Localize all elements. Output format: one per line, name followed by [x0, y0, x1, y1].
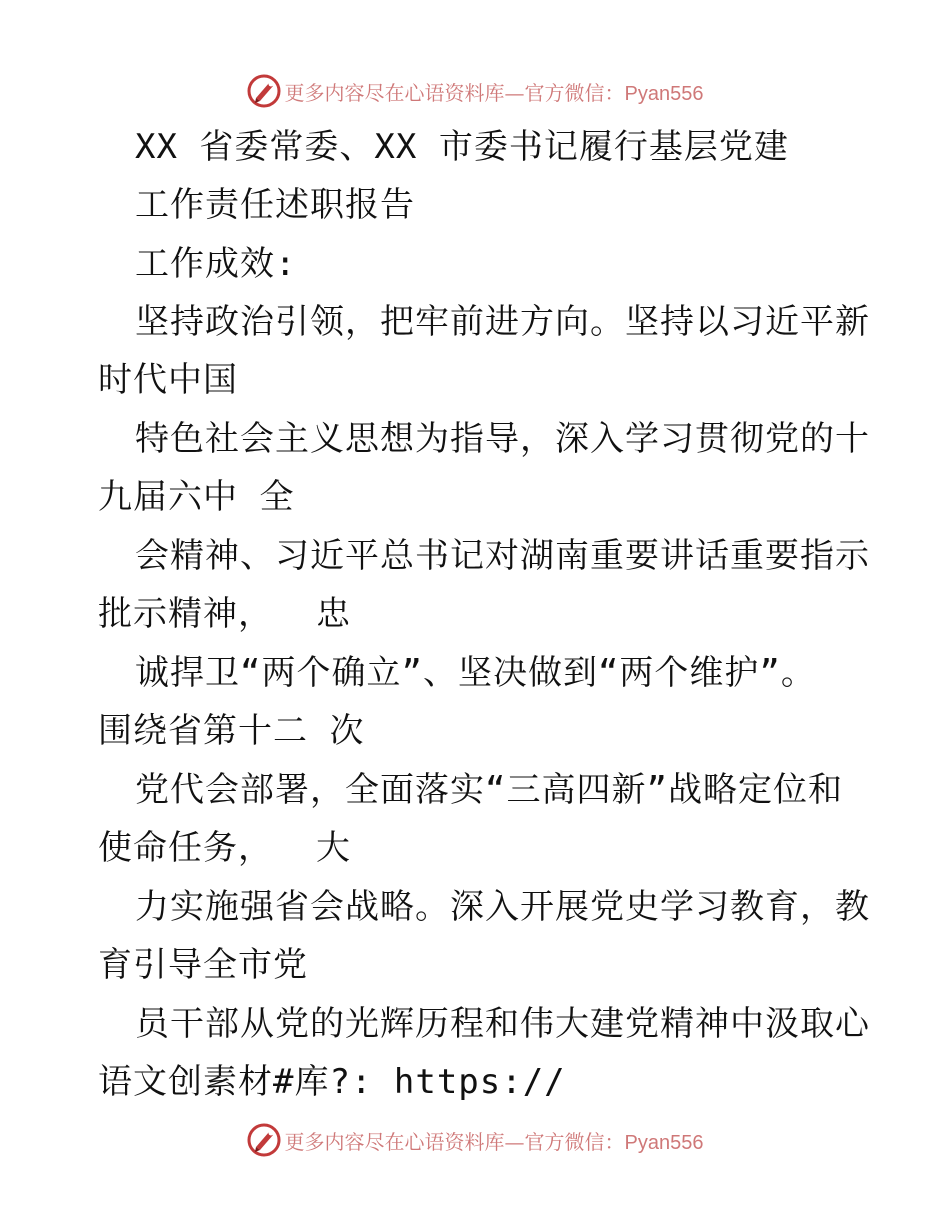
banner-dash: — — [504, 80, 525, 105]
paragraph-line: 党代会部署，全面落实“三高四新”战略定位和 — [135, 770, 843, 810]
banner-wechat-label: 官方微信： — [524, 80, 625, 105]
banner-library-text: 更多内容尽在心语资料库 — [284, 1129, 505, 1154]
paragraph-line: 特色社会主义思想为指导，深入学习贯彻党的十 — [135, 419, 870, 459]
paragraph-line: 围绕省第十二 次 — [98, 711, 365, 751]
document-title-line-2: 工作责任述职报告 — [135, 185, 415, 225]
banner-dash: — — [504, 1129, 525, 1154]
paragraph-line: 员干部从党的光辉历程和伟大建党精神中汲取心 — [135, 1004, 870, 1044]
paragraph-line: 语文创素材#库?: https:// — [98, 1062, 566, 1102]
paragraph-line: 会精神、习近平总书记对湖南重要讲话重要指示 — [135, 536, 870, 576]
paragraph-line: 九届六中 全 — [98, 477, 295, 517]
banner-wechat-id: Pyan556 — [624, 82, 704, 105]
section-heading: 工作成效: — [135, 244, 297, 284]
paragraph-line: 批示精神， 忠 — [98, 594, 351, 634]
pen-seal-icon — [247, 1123, 281, 1157]
banner-library-text: 更多内容尽在心语资料库 — [284, 80, 505, 105]
paragraph-line: 诚捍卫“两个确立”、坚决做到“两个维护”。 — [135, 653, 816, 693]
paragraph-line: 力实施强省会战略。深入开展党史学习教育，教 — [135, 887, 870, 927]
banner-wechat-id: Pyan556 — [624, 1131, 704, 1154]
banner-wechat-label: 官方微信： — [524, 1129, 625, 1154]
footer-watermark-banner — [0, 1120, 950, 1160]
paragraph-line: 时代中国 — [98, 360, 238, 400]
paragraph-line: 育引导全市党 — [98, 945, 308, 985]
paragraph-line: 坚持政治引领，把牢前进方向。坚持以习近平新 — [135, 302, 870, 342]
banner-text — [285, 1126, 704, 1155]
banner-inner — [247, 1120, 704, 1160]
document-title-line-1: XX 省委常委、XX 市委书记履行基层党建 — [135, 127, 789, 167]
paragraph-line: 使命任务， 大 — [98, 828, 351, 868]
